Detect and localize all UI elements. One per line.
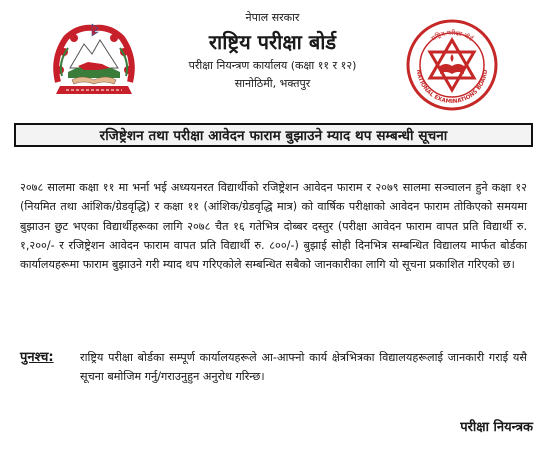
office-name: परीक्षा नियन्त्रण कार्यालय (कक्षा ११ र १२) [188, 59, 357, 72]
postscript-text: राष्ट्रिय परीक्षा बोर्डका सम्पूर्ण कार्यालयहरूले आ-आफ्नो कार्य क्षेत्रभित्रका विद्यालयहरूलाई जानकारी गराई यसै सूचना बमोजिम गर्नु/गराउनुहुन अनुरोध गरिन्छ। [80, 351, 527, 384]
nepal-government-emblem-icon [48, 22, 140, 100]
national-examinations-board-seal-icon [405, 18, 499, 112]
seal-text-bottom: NATIONAL EXAMINATIONS BOARD [414, 69, 490, 106]
postscript-label: पुनश्च: [20, 350, 54, 365]
board-name: राष्ट्रिय परीक्षा बोर्ड [208, 30, 337, 54]
office-address: सानोठिमी, भक्तपुर [234, 77, 311, 90]
government-name: नेपाल सरकार [245, 11, 300, 24]
notice-body: २०७८ सालमा कक्षा ११ मा भर्ना भई अध्ययनरत विद्यार्थीको रजिष्ट्रेशन आवेदन फाराम र २०७९ सालमा सञ्चालन हुने कक्षा १२ (नियमित तथा आंशिक/ग्रेडवृद्धि) र कक्षा ११ (आंशिक/ग्रेडवृद्धि मात्र) को वार्षिक परीक्षाको आवेदन फाराम तोकिएको समयमा बुझाउन छुट भएका विद्यार्थीहरूका लागि २०७८ चैत १६ गतेभित्र दोब्बर दस्तुर (परीक्षा आवेदन फाराम वापत प्रति विद्यार्थी रु. १,२००/- र रजिष्ट्रेशन आवेदन फाराम वापत प्रति विद्यार्थी रु. ८००/-) बुझाई सोही दिनभित्र सम्बन्धित विद्यालय मार्फत बोर्डका कार्यालयहरूमा फाराम बुझाउने गरी म्याद थप गरिएकोले सम्बन्धित सबैको जानकारीका लागि यो सूचना प्रकाशित गरिएको छ। [20, 181, 527, 272]
notice-title-banner [14, 123, 533, 147]
letterhead [140, 8, 405, 93]
seal-text: राष्ट्रिय परीक्षा बोर्ड [429, 28, 475, 43]
notice-title: रजिष्ट्रेशन तथा परीक्षा आवेदन फाराम बुझाउने म्याद थप सम्बन्धी सूचना [99, 128, 448, 144]
postscript [20, 348, 527, 387]
signatory-title: परीक्षा नियन्त्रक [460, 420, 533, 435]
